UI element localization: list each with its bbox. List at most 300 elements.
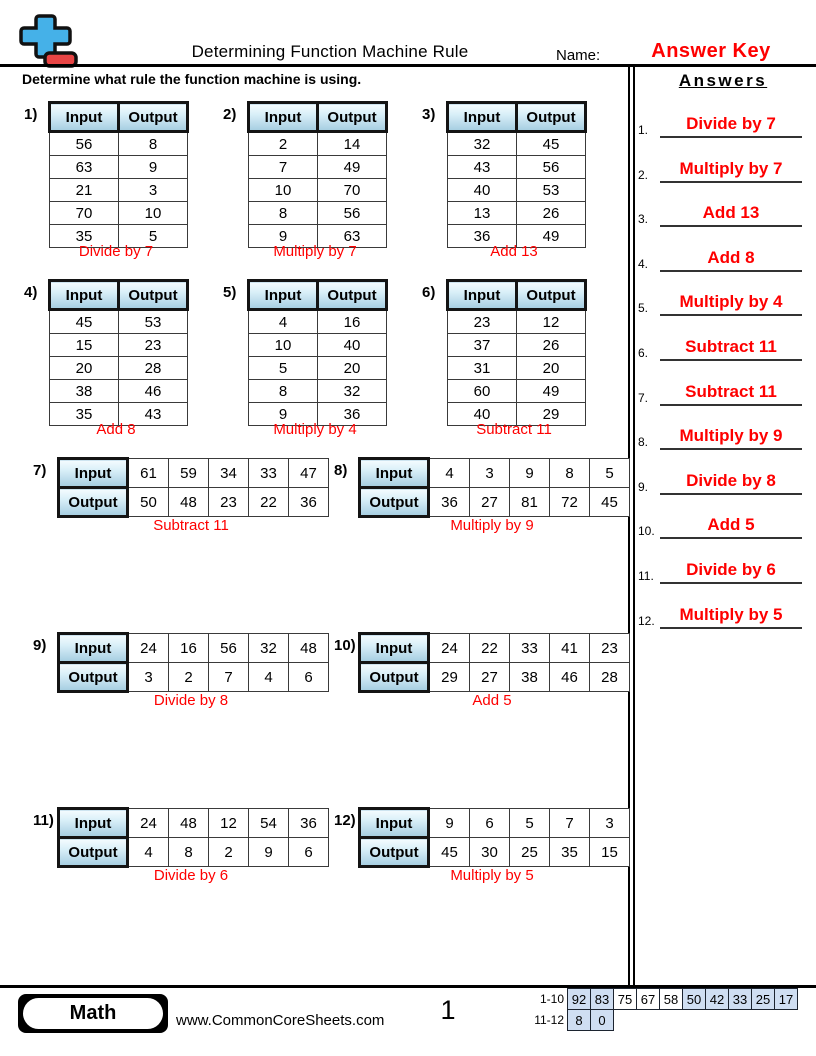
output-cell: 48 — [169, 488, 209, 517]
table-row — [50, 310, 188, 334]
input-cell: 2 — [249, 132, 318, 156]
table-row — [249, 334, 387, 357]
table-input-row — [360, 809, 630, 838]
answer-number: 4. — [638, 257, 649, 271]
output-cell: 36 — [289, 488, 329, 517]
input-cell: 13 — [448, 202, 517, 225]
table-input-row — [360, 459, 630, 488]
page-title: Determining Function Machine Rule — [191, 42, 469, 61]
answer-line — [660, 114, 802, 138]
answer-text: Divide by 6 — [686, 560, 776, 579]
output-cell: 14 — [318, 132, 387, 156]
output-cell: 23 — [119, 334, 188, 357]
output-cell: 38 — [510, 663, 550, 692]
score-cell: 25 — [751, 988, 775, 1010]
output-cell: 49 — [517, 225, 586, 248]
rule-text: Divide by 6 — [153, 867, 229, 884]
input-cell: 3 — [590, 809, 630, 838]
output-cell: 30 — [470, 838, 510, 867]
table-row — [249, 156, 387, 179]
input-header-cell: Input — [50, 281, 119, 310]
table-output-row — [360, 838, 630, 867]
table-row — [448, 334, 586, 357]
io-table — [358, 807, 630, 868]
input-cell: 16 — [169, 634, 209, 663]
input-cell: 21 — [50, 179, 119, 202]
output-cell: 3 — [119, 179, 188, 202]
output-cell: 12 — [517, 310, 586, 334]
answer-line — [660, 248, 802, 272]
input-cell: 23 — [448, 310, 517, 334]
table-row — [448, 132, 586, 156]
score-cell: 75 — [613, 988, 637, 1010]
problem-11 — [33, 807, 329, 884]
problem-4 — [24, 279, 189, 438]
input-cell: 9 — [249, 403, 318, 426]
answer-line — [660, 292, 802, 316]
answer-item — [636, 238, 808, 272]
output-cell: 36 — [318, 403, 387, 426]
score-cell: 0 — [590, 1009, 614, 1031]
score-row-label: 11-12 — [534, 1013, 564, 1027]
answer-text: Multiply by 4 — [679, 292, 783, 311]
input-cell: 9 — [429, 809, 470, 838]
output-cell: 29 — [429, 663, 470, 692]
subject-badge — [18, 994, 168, 1033]
output-cell: 63 — [318, 225, 387, 248]
input-header-cell: Input — [360, 809, 429, 838]
output-header-cell: Output — [360, 838, 429, 867]
rule-text: Add 5 — [472, 692, 512, 709]
output-cell: 56 — [517, 156, 586, 179]
output-header-cell: Output — [517, 103, 586, 132]
input-header-cell: Input — [249, 281, 318, 310]
table-row — [50, 380, 188, 403]
output-cell: 7 — [209, 663, 249, 692]
input-cell: 56 — [50, 132, 119, 156]
output-header-cell: Output — [59, 488, 128, 517]
io-table — [57, 457, 329, 518]
input-header-cell: Input — [448, 103, 517, 132]
answer-number: 12. — [638, 614, 655, 628]
output-cell: 6 — [289, 663, 329, 692]
table-row — [249, 357, 387, 380]
output-cell: 4 — [128, 838, 169, 867]
input-header-cell: Input — [360, 634, 429, 663]
input-cell: 24 — [429, 634, 470, 663]
input-cell: 33 — [510, 634, 550, 663]
table-header-row — [249, 281, 387, 310]
io-table — [247, 279, 388, 426]
output-cell: 50 — [128, 488, 169, 517]
table-row — [249, 202, 387, 225]
input-cell: 10 — [249, 179, 318, 202]
output-cell: 32 — [318, 380, 387, 403]
input-cell: 7 — [550, 809, 590, 838]
answer-item — [636, 416, 808, 450]
problem-6 — [422, 279, 587, 438]
input-cell: 5 — [510, 809, 550, 838]
output-cell: 53 — [119, 310, 188, 334]
output-cell: 53 — [517, 179, 586, 202]
input-cell: 54 — [249, 809, 289, 838]
score-row — [528, 1009, 614, 1031]
answer-line — [660, 426, 802, 450]
input-cell: 8 — [550, 459, 590, 488]
rule-text: Divide by 8 — [153, 692, 229, 709]
input-cell: 6 — [470, 809, 510, 838]
input-cell: 3 — [470, 459, 510, 488]
output-cell: 20 — [517, 357, 586, 380]
problem-number: 6) — [422, 284, 436, 301]
table-row — [249, 132, 387, 156]
answer-number: 6. — [638, 346, 649, 360]
answer-line — [660, 560, 802, 584]
io-table — [48, 279, 189, 426]
output-cell: 28 — [119, 357, 188, 380]
score-cell: 83 — [590, 988, 614, 1010]
input-cell: 40 — [448, 179, 517, 202]
input-cell: 7 — [249, 156, 318, 179]
website-url: www.CommonCoreSheets.com — [176, 1012, 385, 1029]
answer-item — [636, 282, 808, 316]
table-output-row — [59, 488, 329, 517]
output-header-cell: Output — [119, 281, 188, 310]
output-cell: 9 — [249, 838, 289, 867]
output-cell: 45 — [517, 132, 586, 156]
answers-title: Answers — [678, 71, 768, 90]
problem-number: 2) — [223, 106, 237, 123]
input-cell: 37 — [448, 334, 517, 357]
input-cell: 36 — [448, 225, 517, 248]
problem-number: 10) — [334, 637, 356, 654]
table-row — [448, 380, 586, 403]
table-row — [50, 202, 188, 225]
table-output-row — [59, 663, 329, 692]
answer-number: 5. — [638, 301, 649, 315]
output-cell: 22 — [249, 488, 289, 517]
output-cell: 4 — [249, 663, 289, 692]
output-cell: 27 — [470, 488, 510, 517]
answer-number: 10. — [638, 524, 655, 538]
input-cell: 43 — [448, 156, 517, 179]
table-row — [50, 357, 188, 380]
input-cell: 8 — [249, 380, 318, 403]
score-row-label: 1-10 — [539, 992, 564, 1006]
answer-number: 9. — [638, 480, 649, 494]
output-cell: 49 — [517, 380, 586, 403]
output-cell: 25 — [510, 838, 550, 867]
input-cell: 47 — [289, 459, 329, 488]
output-cell: 72 — [550, 488, 590, 517]
answer-item — [636, 327, 808, 361]
table-row — [448, 202, 586, 225]
answer-line — [660, 471, 802, 495]
answer-text: Add 5 — [707, 515, 755, 534]
input-cell: 20 — [50, 357, 119, 380]
page-number: 1 — [440, 995, 456, 1025]
answer-text: Multiply by 5 — [679, 605, 783, 624]
answer-number: 7. — [638, 391, 649, 405]
output-cell: 5 — [119, 225, 188, 248]
problem-number: 7) — [33, 462, 47, 479]
table-row — [249, 310, 387, 334]
table-header-row — [448, 281, 586, 310]
problem-number: 9) — [33, 637, 47, 654]
output-cell: 81 — [510, 488, 550, 517]
output-cell: 43 — [119, 403, 188, 426]
input-header-cell: Input — [50, 103, 119, 132]
output-cell: 20 — [318, 357, 387, 380]
input-cell: 63 — [50, 156, 119, 179]
output-header-cell: Output — [318, 103, 387, 132]
output-cell: 16 — [318, 310, 387, 334]
instruction-text: Determine what rule the function machine is using. — [22, 71, 362, 87]
input-cell: 22 — [470, 634, 510, 663]
rule-text: Subtract 11 — [153, 517, 229, 534]
input-header-cell: Input — [59, 459, 128, 488]
table-row — [448, 179, 586, 202]
output-header-cell: Output — [517, 281, 586, 310]
answer-number: 3. — [638, 212, 649, 226]
answer-item — [636, 461, 808, 495]
input-cell: 34 — [209, 459, 249, 488]
answer-text: Add 8 — [707, 248, 755, 267]
problem-10 — [334, 632, 630, 709]
problem-2 — [223, 101, 388, 260]
output-cell: 35 — [550, 838, 590, 867]
output-cell: 36 — [429, 488, 470, 517]
answers-divider-line-right — [633, 67, 635, 985]
output-header-cell: Output — [318, 281, 387, 310]
input-cell: 70 — [50, 202, 119, 225]
answer-item — [636, 505, 808, 539]
input-cell: 24 — [128, 809, 169, 838]
answer-text: Divide by 7 — [686, 114, 776, 133]
table-input-row — [59, 809, 329, 838]
input-cell: 8 — [249, 202, 318, 225]
input-header-cell: Input — [59, 634, 128, 663]
name-label: Name: — [556, 47, 601, 64]
input-cell: 31 — [448, 357, 517, 380]
answer-text: Subtract 11 — [685, 337, 777, 356]
problem-number: 4) — [24, 284, 38, 301]
output-cell: 15 — [590, 838, 630, 867]
input-cell: 48 — [169, 809, 209, 838]
input-header-cell: Input — [448, 281, 517, 310]
output-cell: 70 — [318, 179, 387, 202]
answer-line — [660, 605, 802, 629]
table-output-row — [59, 838, 329, 867]
math-plus-minus-icon — [16, 12, 80, 77]
header-divider-line — [0, 64, 816, 67]
table-row — [50, 179, 188, 202]
answer-text: Multiply by 7 — [679, 159, 783, 178]
io-table — [247, 101, 388, 248]
answer-item — [636, 193, 808, 227]
output-cell: 29 — [517, 403, 586, 426]
output-cell: 8 — [119, 132, 188, 156]
score-cell: 17 — [774, 988, 798, 1010]
answer-line — [660, 382, 802, 406]
input-cell: 9 — [510, 459, 550, 488]
rule-text: Add 8 — [96, 421, 136, 438]
input-cell: 23 — [590, 634, 630, 663]
input-cell: 61 — [128, 459, 169, 488]
answer-line — [660, 203, 802, 227]
output-cell: 46 — [550, 663, 590, 692]
rule-text: Add 13 — [490, 243, 538, 260]
table-row — [50, 132, 188, 156]
output-header-cell: Output — [59, 663, 128, 692]
input-cell: 41 — [550, 634, 590, 663]
output-cell: 26 — [517, 202, 586, 225]
input-cell: 35 — [50, 225, 119, 248]
io-table — [358, 457, 630, 518]
output-cell: 23 — [209, 488, 249, 517]
answer-item — [636, 595, 808, 629]
table-output-row — [360, 663, 630, 692]
io-table — [48, 101, 189, 248]
answer-text: Multiply by 9 — [679, 426, 783, 445]
input-cell: 15 — [50, 334, 119, 357]
score-cell: 92 — [567, 988, 591, 1010]
input-cell: 12 — [209, 809, 249, 838]
output-cell: 8 — [169, 838, 209, 867]
answer-number: 1. — [638, 123, 649, 137]
problem-number: 11) — [33, 812, 54, 829]
table-row — [448, 310, 586, 334]
table-input-row — [59, 459, 329, 488]
input-cell: 4 — [249, 310, 318, 334]
output-cell: 45 — [429, 838, 470, 867]
table-input-row — [59, 634, 329, 663]
rule-text: Multiply by 9 — [450, 517, 534, 534]
table-input-row — [360, 634, 630, 663]
output-cell: 40 — [318, 334, 387, 357]
input-cell: 36 — [289, 809, 329, 838]
problem-5 — [223, 279, 388, 438]
output-cell: 10 — [119, 202, 188, 225]
output-header-cell: Output — [59, 838, 128, 867]
answer-number: 2. — [638, 168, 649, 182]
input-cell: 60 — [448, 380, 517, 403]
output-cell: 46 — [119, 380, 188, 403]
input-cell: 45 — [50, 310, 119, 334]
input-cell: 33 — [249, 459, 289, 488]
io-table — [446, 279, 587, 426]
input-cell: 5 — [249, 357, 318, 380]
output-cell: 26 — [517, 334, 586, 357]
input-header-cell: Input — [249, 103, 318, 132]
output-cell: 2 — [209, 838, 249, 867]
score-cell: 67 — [636, 988, 660, 1010]
problem-3 — [422, 101, 587, 260]
score-cell: 50 — [682, 988, 706, 1010]
output-header-cell: Output — [119, 103, 188, 132]
table-header-row — [50, 103, 188, 132]
output-header-cell: Output — [360, 663, 429, 692]
io-table — [446, 101, 587, 248]
table-row — [448, 357, 586, 380]
answer-text: Subtract 11 — [685, 382, 777, 401]
problem-number: 8) — [334, 462, 348, 479]
answer-number: 8. — [638, 435, 649, 449]
input-cell: 59 — [169, 459, 209, 488]
score-cell: 42 — [705, 988, 729, 1010]
input-cell: 32 — [448, 132, 517, 156]
input-cell: 38 — [50, 380, 119, 403]
input-cell: 56 — [209, 634, 249, 663]
input-cell: 10 — [249, 334, 318, 357]
problem-number: 3) — [422, 106, 436, 123]
io-table — [57, 807, 329, 868]
input-cell: 9 — [249, 225, 318, 248]
answer-text: Divide by 8 — [686, 471, 776, 490]
answer-line — [660, 159, 802, 183]
output-cell: 27 — [470, 663, 510, 692]
output-cell: 2 — [169, 663, 209, 692]
problem-number: 1) — [24, 106, 38, 123]
rule-text: Divide by 7 — [78, 243, 154, 260]
output-cell: 28 — [590, 663, 630, 692]
answer-item — [636, 550, 808, 584]
table-header-row — [249, 103, 387, 132]
problem-number: 5) — [223, 284, 237, 301]
rule-text: Subtract 11 — [476, 421, 552, 438]
answer-key-text: Answer Key — [651, 40, 771, 62]
score-row — [528, 988, 798, 1010]
output-cell: 6 — [289, 838, 329, 867]
output-cell: 56 — [318, 202, 387, 225]
table-output-row — [360, 488, 630, 517]
rule-text: Multiply by 4 — [273, 421, 357, 438]
input-header-cell: Input — [360, 459, 429, 488]
input-cell: 5 — [590, 459, 630, 488]
input-cell: 4 — [429, 459, 470, 488]
output-cell: 9 — [119, 156, 188, 179]
answer-item — [636, 104, 808, 138]
io-table — [57, 632, 329, 693]
rule-text: Multiply by 7 — [273, 243, 357, 260]
problem-8 — [334, 457, 630, 534]
answer-line — [660, 515, 802, 539]
answer-item — [636, 149, 808, 183]
input-header-cell: Input — [59, 809, 128, 838]
problem-9 — [33, 632, 329, 709]
io-table — [358, 632, 630, 693]
table-row — [448, 156, 586, 179]
output-header-cell: Output — [360, 488, 429, 517]
problem-12 — [334, 807, 630, 884]
output-cell: 49 — [318, 156, 387, 179]
table-row — [249, 380, 387, 403]
input-cell: 35 — [50, 403, 119, 426]
rule-text: Multiply by 5 — [450, 867, 534, 884]
problem-1 — [24, 101, 189, 260]
table-row — [249, 179, 387, 202]
problem-number: 12) — [334, 812, 356, 829]
output-cell: 3 — [128, 663, 169, 692]
input-cell: 32 — [249, 634, 289, 663]
input-cell: 24 — [128, 634, 169, 663]
table-row — [50, 156, 188, 179]
score-cell: 8 — [567, 1009, 591, 1031]
subject-badge-label: Math — [23, 998, 163, 1029]
input-cell: 40 — [448, 403, 517, 426]
table-header-row — [50, 281, 188, 310]
answer-text: Add 13 — [702, 203, 760, 222]
